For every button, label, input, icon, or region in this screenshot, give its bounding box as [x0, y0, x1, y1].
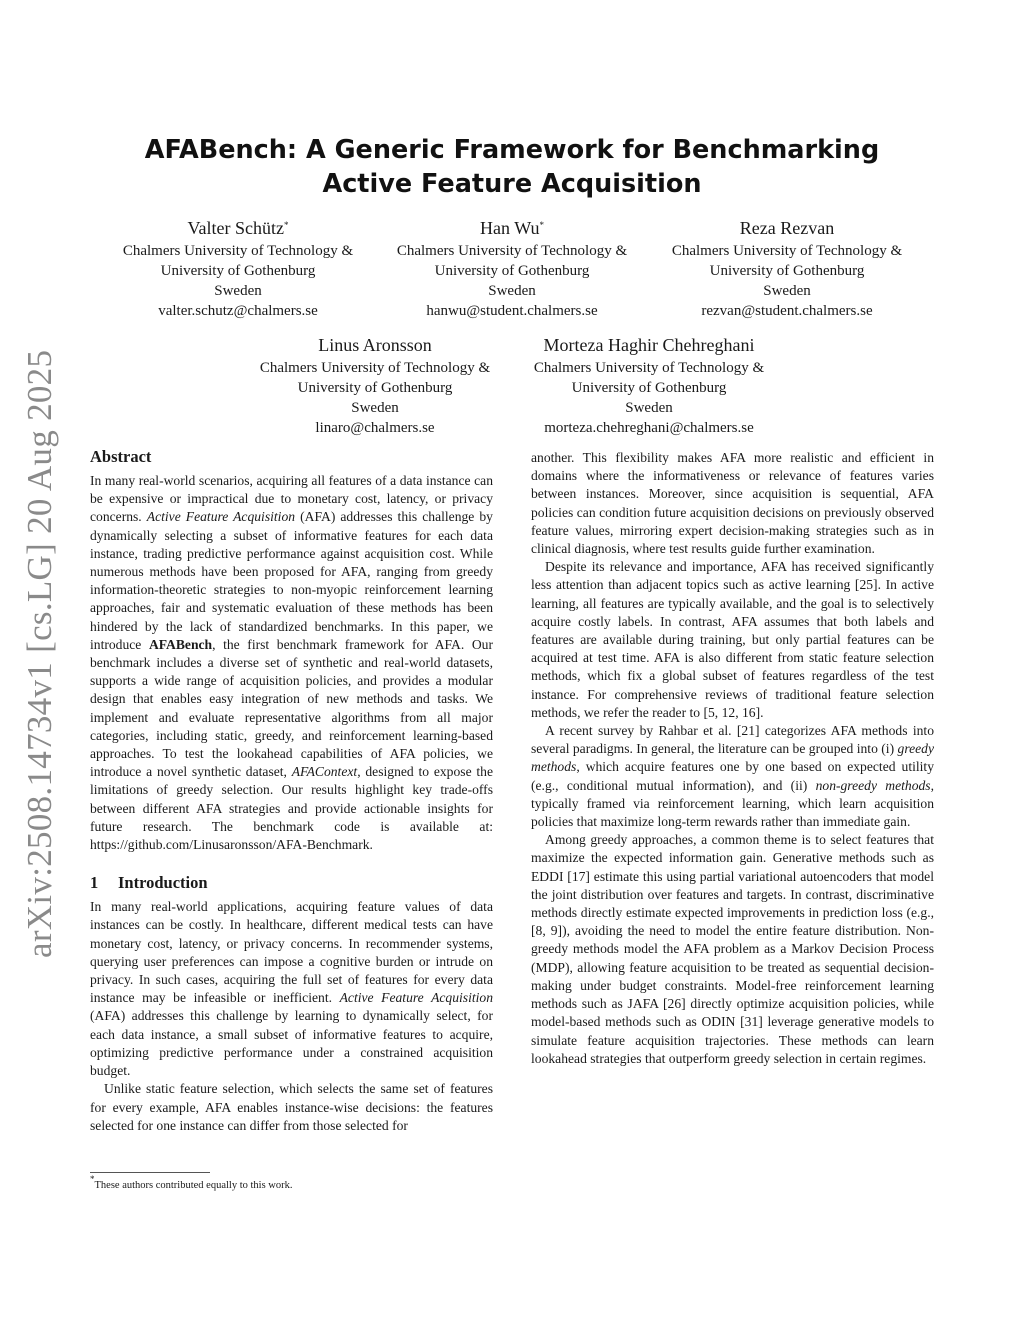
author-affiliation: Chalmers University of Technology & [396, 243, 628, 259]
author-block [652, 212, 922, 321]
intro-paragraph: Despite its relevance and importance, AFA has received significantly less attention than adjacent topics such as active learning [25]. In active learning, all features are typically available, and the goal is to selectively acquire costly labels. In contrast, AFA assumes that both labels and features are available during training, but only partial features can be acquired at test time. AFA is also different from static feature selection methods, which fix a global subset of features regardless of the test instance. For comprehensive reviews of traditional feature selection methods, we refer the reader to [5, 12, 16]. [531, 559, 934, 720]
author-affiliation: Chalmers University of Technology & [533, 360, 765, 376]
author-block [514, 329, 784, 438]
author-block [103, 212, 373, 321]
intro-paragraph: In many real-world applications, acquiring feature values of data instances can be costly. In healthcare, different medical tests can have monetary cost, latency, or privacy concerns. In recommender systems, querying user preferences can impose a cognitive burden or intrude on privacy. In such cases, acquiring the full set of features for every data instance may be infeasible or inefficient. Active Feature Acquisition (AFA) addresses this challenge by learning to dynamically select, for each data instance, a small subset of informative features to acquire, optimizing predictive performance under a constrained acquisition budget. [90, 899, 493, 1079]
author-email[interactable]: rezvan@student.chalmers.se [701, 303, 873, 319]
author-email[interactable]: morteza.chehreghani@chalmers.se [544, 420, 754, 436]
author-country: Sweden [488, 283, 536, 299]
author-affiliation: University of Gothenburg [709, 263, 865, 279]
author-affiliation: Chalmers University of Technology & [671, 243, 903, 259]
paper-title: AFABench: A Generic Framework for Benchmarking Active Feature Acquisition [144, 135, 880, 199]
author-affiliation: Chalmers University of Technology & [259, 360, 491, 376]
section-heading-introduction: 1 Introduction [90, 873, 208, 893]
author-email[interactable]: linaro@chalmers.se [315, 420, 435, 436]
intro-paragraph: Among greedy approaches, a common theme is to select features that maximize the expected information gain. Generative methods such as EDDI [17] estimate this using partial variational autoencoders that model the joint distribution over features and targets. In contrast, discriminative methods directly estimate expected improvements in prediction loss (e.g., [8, 9]), avoiding the need to model the entire feature distribution. Non-greedy methods model the AFA problem as a Markov Decision Process (MDP), allowing feature acquisition to be treated as sequential decision-making under budget constraints. Model-free reinforcement learning methods such as JAFA [26] directly optimize acquisition policies, while model-based methods such as ODIN [31] leverage generative models to simulate feature acquisition trajectories. These methods can learn lookahead strategies that outperform greedy selection in certain regimes. [531, 832, 934, 1066]
intro-paragraph: A recent survey by Rahbar et al. [21] categorizes AFA methods into several paradigms. In general, the literature can be grouped into (i) greedy methods, which acquire features one by one based on expected utility (e.g., conditional mutual information), and (ii) non-greedy methods, typically framed via reinforcement learning, which learn acquisition policies that maximize long-term rewards rather than immediate gain. [531, 723, 935, 830]
author-affiliation: University of Gothenburg [434, 263, 590, 279]
left-column [90, 446, 493, 1135]
author-country: Sweden [763, 283, 811, 299]
author-country: Sweden [351, 400, 399, 416]
author-affiliation: Chalmers University of Technology & [122, 243, 354, 259]
arxiv-identifier-stamp: arXiv:2508.14734v1 [cs.LG] 20 Aug 2025 [20, 349, 59, 958]
footnote: *These authors contributed equally to this work. [90, 1174, 293, 1191]
abstract-heading: Abstract [90, 447, 152, 466]
author-name: Reza Rezvan [739, 218, 835, 238]
author-affiliation: University of Gothenburg [160, 263, 316, 279]
author-block [377, 212, 647, 321]
author-country: Sweden [625, 400, 673, 416]
author-affiliation: University of Gothenburg [571, 380, 727, 396]
author-country: Sweden [214, 283, 262, 299]
right-column [531, 449, 934, 1068]
abstract-text: In many real-world scenarios, acquiring all features of a data instance can be expensive or impractical due to monetary cost, latency, or privacy concerns. Active Feature Acquisition (AFA) addresses this challenge by dynamically selecting a subset of informative features for each data instance, trading predictive performance against acquisition cost. While numerous methods have been proposed for AFA, ranging from greedy information-theoretic strategies to non-myopic reinforcement learning approaches, fair and systematic evaluation of these methods has been hindered by the lack of standardized benchmarks. In this paper, we introduce AFABench, the first benchmark framework for AFA. Our benchmark includes a diverse set of synthetic and real-world datasets, supports a wide range of acquisition policies, and provides a modular design that enables easy integration of new methods and tasks. We implement and evaluate representative algorithms from all major categories, including static, greedy, and reinforcement learning-based approaches. To test the lookahead capabilities of AFA policies, we introduce a novel synthetic dataset, AFAContext, designed to expose the limitations of greedy selection. Our results highlight key trade-offs between different AFA strategies and provide actionable insights for future research. The benchmark code is available at: https://github.com/Linusaronsson/AFA-Benchmark. [90, 473, 494, 853]
intro-paragraph: Unlike static feature selection, which selects the same set of features for every example, AFA enables instance-wise decisions: the features selected for one instance can differ from those selected for [90, 1081, 493, 1133]
author-affiliation: University of Gothenburg [297, 380, 453, 396]
author-name: Han Wu* [480, 218, 544, 238]
intro-paragraph-continued: another. This flexibility makes AFA more realistic and efficient in domains where the informativeness or relevance of features varies between instances. Moreover, since acquisition is sequential, AFA policies can condition future acquisition decisions on previously observed feature values, mirroring expert decision-making strategies such as in clinical diagnosis, where test results guide further examination. [531, 450, 934, 557]
author-name: Valter Schütz* [187, 218, 289, 238]
author-email[interactable]: valter.schutz@chalmers.se [158, 303, 318, 319]
footnote-divider [90, 1172, 210, 1173]
author-email[interactable]: hanwu@student.chalmers.se [426, 303, 598, 319]
author-name: Morteza Haghir Chehreghani [543, 335, 755, 355]
author-name: Linus Aronsson [318, 335, 432, 355]
author-block [240, 329, 510, 438]
